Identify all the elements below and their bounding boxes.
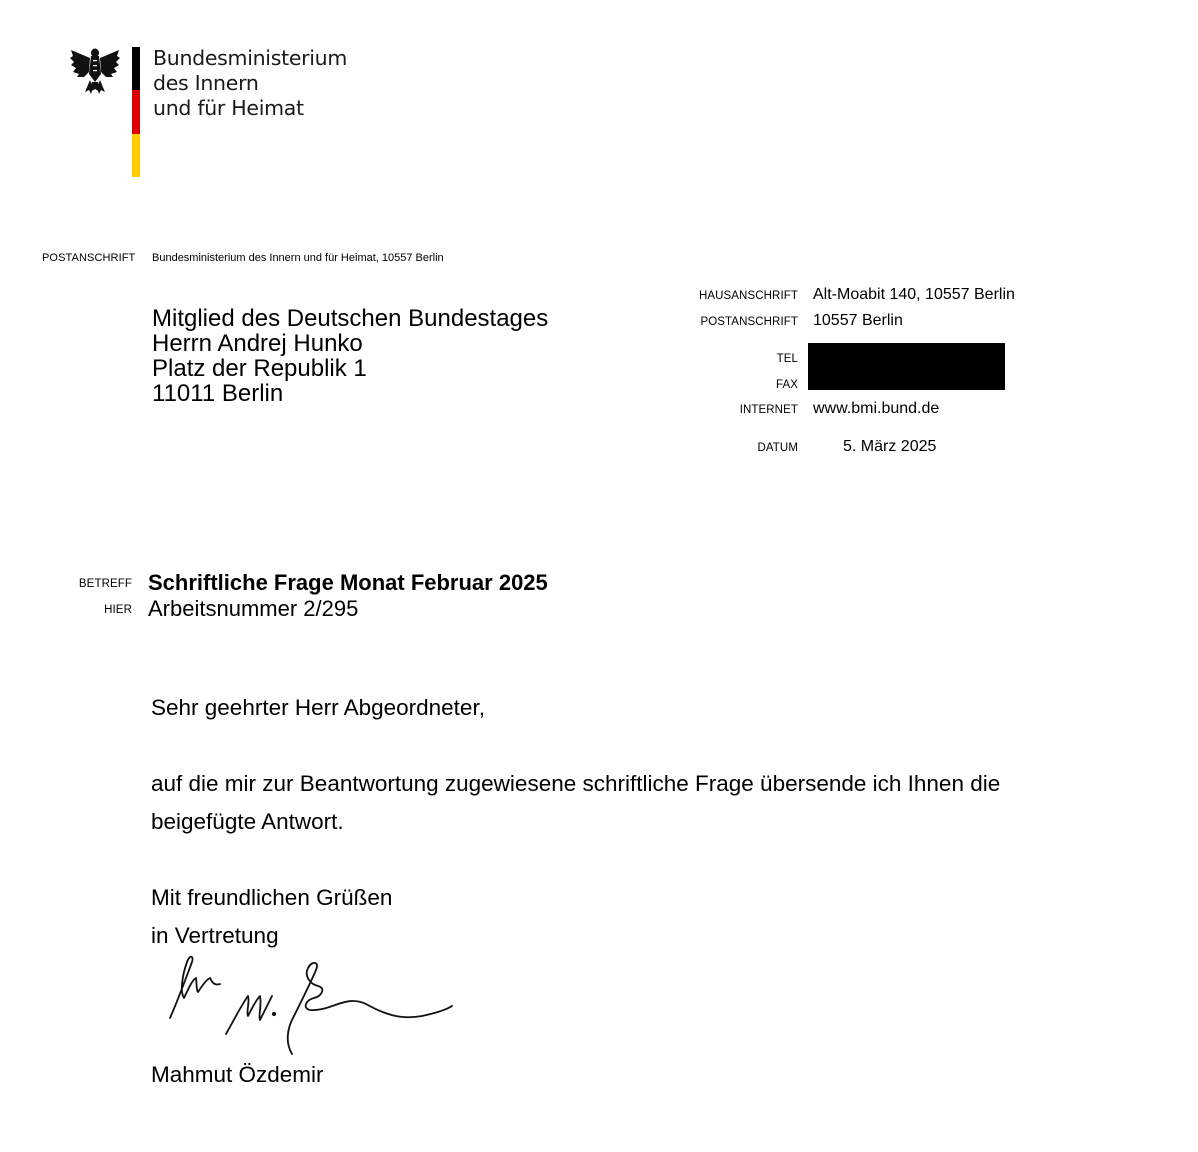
recipient-line: Herrn Andrej Hunko <box>152 330 363 357</box>
flag-red <box>132 90 140 133</box>
recipient-line: 11011 Berlin <box>152 380 284 407</box>
internet-value: www.bmi.bund.de <box>813 400 940 417</box>
redaction-bar <box>808 343 1005 390</box>
hier-label: HIER <box>104 604 132 616</box>
salutation: Sehr geehrter Herr Abgeordneter, <box>151 695 485 720</box>
federal-eagle-icon <box>68 44 122 98</box>
closing: Mit freundlichen Grüßen <box>151 885 393 910</box>
reference-number: Arbeitsnummer 2/295 <box>148 596 359 621</box>
signer-name: Mahmut Özdemir <box>151 1062 324 1087</box>
hausanschrift-value: Alt-Moabit 140, 10557 Berlin <box>813 286 1015 303</box>
handwritten-signature <box>160 950 470 1065</box>
body-paragraph-line: beigefügte Antwort. <box>151 809 344 834</box>
recipient-line: Platz der Republik 1 <box>152 355 367 382</box>
ministry-line: des Innern <box>153 71 259 95</box>
ministry-line: Bundesministerium <box>153 46 348 70</box>
body-paragraph-line: auf die mir zur Beantwortung zugewiesene schriftliche Frage übersende ich Ihnen die <box>151 771 1001 796</box>
hausanschrift-label: HAUSANSCHRIFT <box>698 290 798 302</box>
betreff-label: BETREFF <box>78 578 132 590</box>
subject-title: Schriftliche Frage Monat Februar 2025 <box>148 570 548 595</box>
german-flag-stripe <box>132 47 140 177</box>
ministry-name <box>153 46 347 121</box>
sender-address: Bundesministerium des Innern und für Heimat, 10557 Berlin <box>152 252 444 264</box>
closing-vertretung: in Vertretung <box>151 923 279 948</box>
recipient-address <box>152 306 548 406</box>
ministry-line: und für Heimat <box>153 96 304 120</box>
internet-label: INTERNET <box>739 404 798 416</box>
datum-label: DATUM <box>757 442 798 454</box>
flag-gold <box>132 134 140 177</box>
fax-label: FAX <box>775 379 798 391</box>
tel-label: TEL <box>776 353 798 365</box>
flag-black <box>132 47 140 90</box>
postanschrift-label: POSTANSCHRIFT <box>700 316 798 328</box>
datum-value: 5. März 2025 <box>843 438 937 455</box>
sender-label: POSTANSCHRIFT <box>42 252 136 264</box>
recipient-line: Mitglied des Deutschen Bundestages <box>152 305 549 332</box>
postanschrift-value: 10557 Berlin <box>813 312 903 329</box>
